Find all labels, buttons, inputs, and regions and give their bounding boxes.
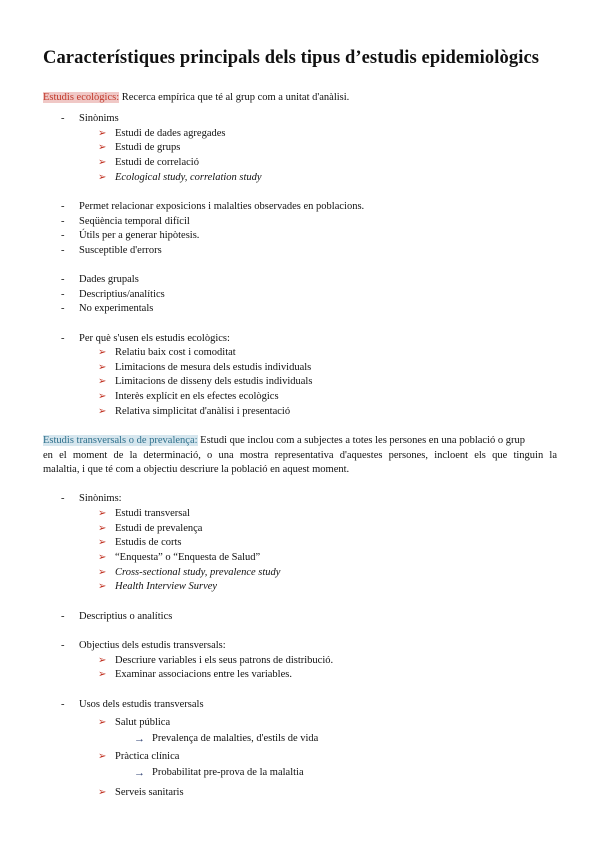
arrow-bullet-icon: ➢ [98,406,107,417]
transversal-uses-label: Usos dels estudis transversals [79,699,204,710]
arrow-bullet-icon: ➢ [98,347,107,358]
arrow-bullet-icon: ➢ [98,142,107,153]
dash-bullet: - [61,201,65,212]
transversal-use-detail: Prevalença de malalties, d'estils de vida [152,733,319,744]
dash-bullet: - [61,333,65,344]
ecologic-why-item: Interès explícit en els efectes ecològics [115,391,279,402]
page-title: Característiques principals dels tipus d’estudis epidemiològics [43,48,540,68]
dash-bullet: - [61,230,65,241]
ecologic-feature: Susceptible d'errors [79,245,162,256]
right-arrow-icon: → [134,733,145,745]
ecologic-synonyms-label: Sinònims [79,113,119,124]
arrow-bullet-icon: ➢ [98,376,107,387]
arrow-bullet-icon: ➢ [98,391,107,402]
transversal-definition-line: en el moment de la determinació, o una mostra representativa d'aquestes persones, incloent els que tinguin la [43,449,557,461]
arrow-bullet-icon: ➢ [98,567,107,578]
ecologic-feature: Descriptius/analítics [79,289,165,300]
ecologic-why-item: Relatiu baix cost i comoditat [115,347,236,358]
ecologic-synonym: Estudi de correlació [115,157,199,168]
dash-bullet: - [61,216,65,227]
transversal-use-detail: Probabilitat pre-prova de la malaltia [152,767,304,778]
transversal-use: Serveis sanitaris [115,787,184,798]
arrow-bullet-icon: ➢ [98,669,107,680]
transversal-synonym: “Enquesta” o “Enquesta de Salud” [115,552,261,563]
transversal-synonym: Estudi transversal [115,508,190,519]
dash-bullet: - [61,303,65,314]
dash-bullet: - [61,611,65,622]
ecologic-term: Estudis ecològics: [43,92,120,103]
arrow-bullet-icon: ➢ [98,787,107,798]
transversal-objective: Descriure variables i els seus patrons de distribució. [115,655,334,666]
arrow-bullet-icon: ➢ [98,717,107,728]
arrow-bullet-icon: ➢ [98,362,107,373]
ecologic-feature: Dades grupals [79,274,139,285]
transversal-objective: Examinar associacions entre les variables. [115,669,292,680]
dash-bullet: - [61,113,65,124]
arrow-bullet-icon: ➢ [98,508,107,519]
transversal-synonym: Estudis de corts [115,537,182,548]
ecologic-synonym: Ecological study, correlation study [115,172,262,183]
ecologic-why-item: Limitacions de disseny dels estudis individuals [115,376,313,387]
ecologic-feature: Útils per a generar hipòtesis. [79,230,200,241]
arrow-bullet-icon: ➢ [98,537,107,548]
ecologic-definition [43,91,557,106]
transversal-synonym: Cross-sectional study, prevalence study [115,567,281,578]
transversal-type: Descriptius o analítics [79,611,173,622]
transversal-definition [43,434,557,478]
arrow-bullet-icon: ➢ [98,172,107,183]
transversal-synonym: Health Interview Survey [115,581,218,592]
arrow-bullet-icon: ➢ [98,157,107,168]
arrow-bullet-icon: ➢ [98,523,107,534]
dash-bullet: - [61,245,65,256]
right-arrow-icon: → [134,767,145,779]
dash-bullet: - [61,640,65,651]
transversal-term: Estudis transversals o de prevalença: [43,435,198,446]
transversal-definition-line: malaltia, i que té com a objectiu descriure la població en aquest moment. [43,464,350,476]
ecologic-why-label: Per què s'usen els estudis ecològics: [79,333,230,344]
arrow-bullet-icon: ➢ [98,128,107,139]
transversal-definition-line: Estudi que inclou com a subjectes a totes les persones en una població o grup [200,435,526,446]
ecologic-feature: Permet relacionar exposicions i malalties observades en poblacions. [79,201,365,212]
ecologic-synonym: Estudi de dades agregades [115,128,226,139]
ecologic-synonym: Estudi de grups [115,142,181,153]
ecologic-feature: Seqüència temporal difícil [79,216,190,227]
arrow-bullet-icon: ➢ [98,552,107,563]
dash-bullet: - [61,274,65,285]
ecologic-why-item: Relativa simplicitat d'anàlisi i presentació [115,406,291,417]
arrow-bullet-icon: ➢ [98,655,107,666]
transversal-objectives-label: Objectius dels estudis transversals: [79,640,226,651]
arrow-bullet-icon: ➢ [98,751,107,762]
ecologic-why-item: Limitacions de mesura dels estudis individuals [115,362,312,373]
ecologic-definition-text: Recerca empírica que té al grup com a unitat d'anàlisi. [121,92,350,103]
transversal-synonym: Estudi de prevalença [115,523,203,534]
arrow-bullet-icon: ➢ [98,581,107,592]
dash-bullet: - [61,493,65,504]
dash-bullet: - [61,289,65,300]
transversal-use: Pràctica clínica [115,751,180,762]
dash-bullet: - [61,699,65,710]
transversal-use: Salut pública [115,717,171,728]
transversal-synonyms-label: Sinònims: [79,493,122,504]
ecologic-feature: No experimentals [79,303,154,314]
